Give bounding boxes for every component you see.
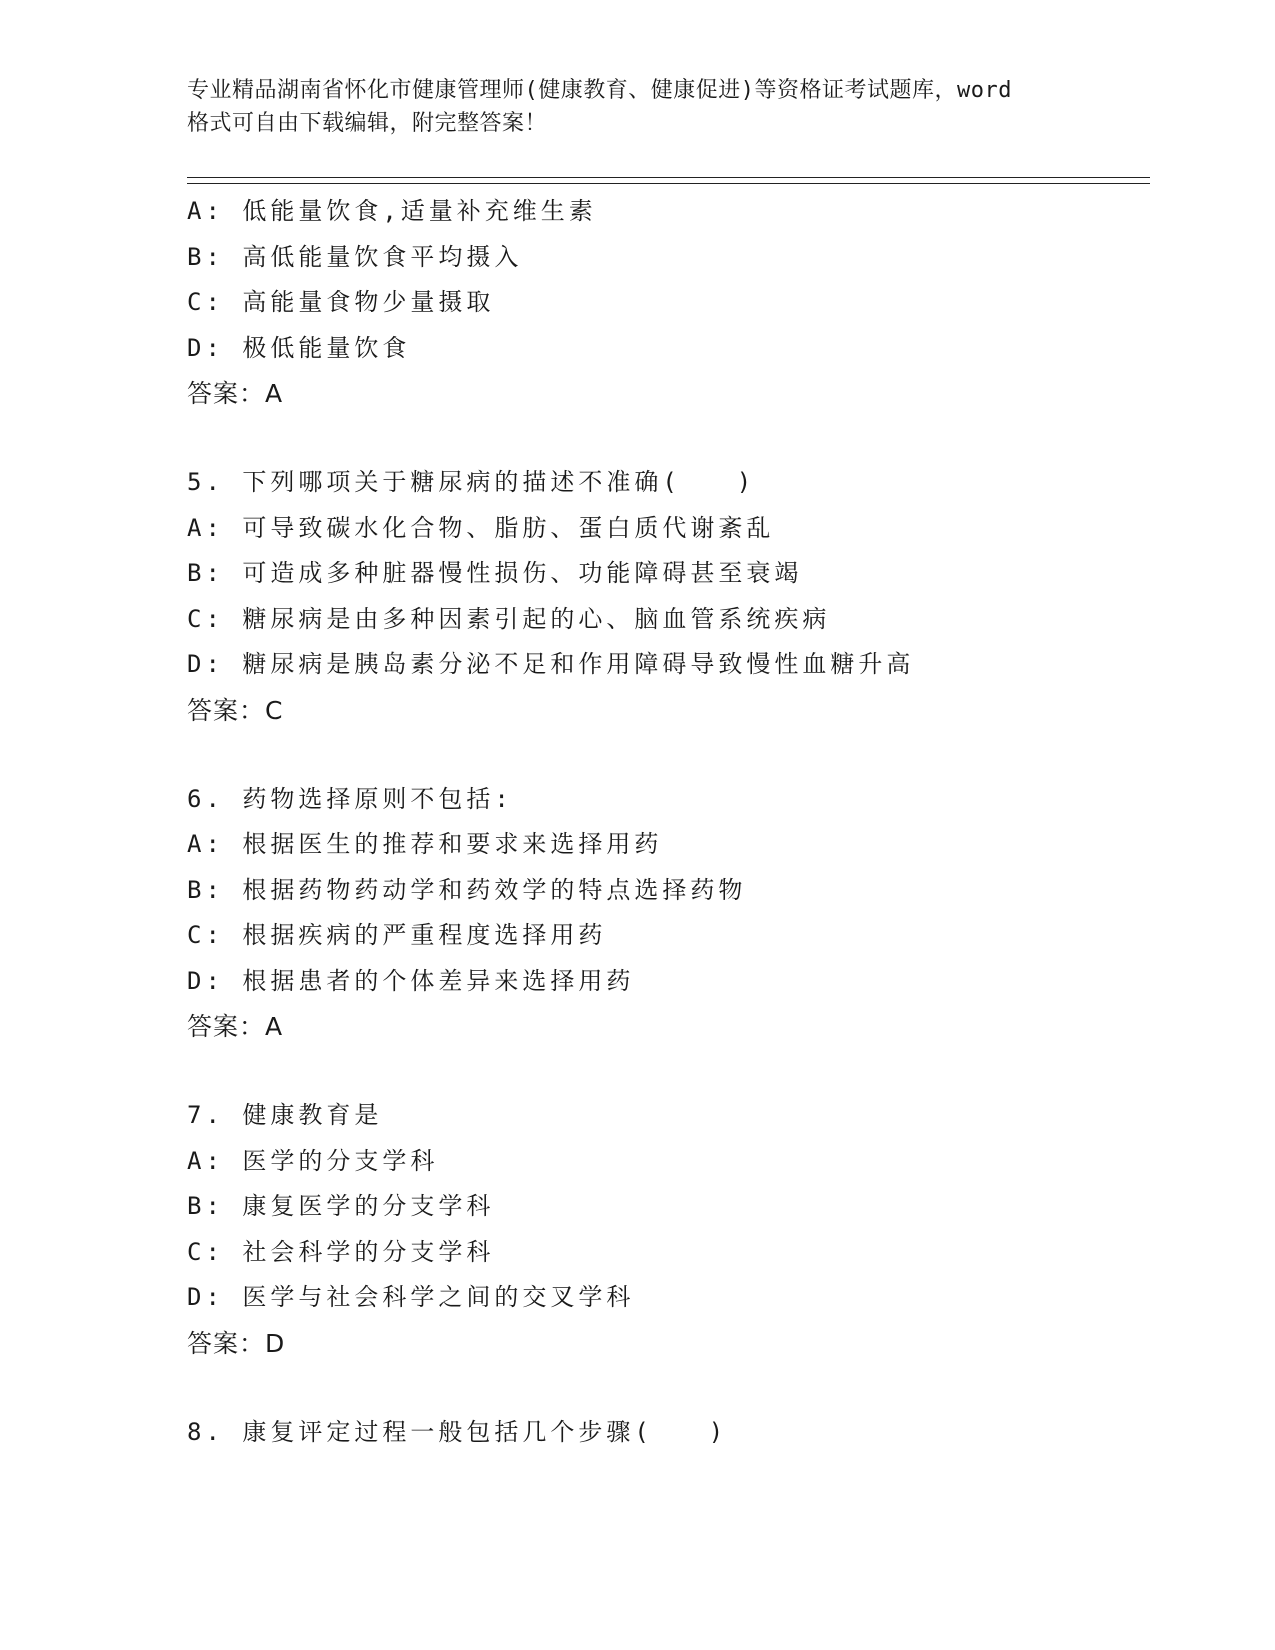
- option-d: D: 医学与社会科学之间的交叉学科: [187, 1283, 635, 1311]
- header-line-1: 专业精品湖南省怀化市健康管理师(健康教育、健康促进)等资格证考试题库，word: [187, 78, 1012, 103]
- option-b: B: 康复医学的分支学科: [187, 1192, 495, 1220]
- question-title: 6. 药物选择原则不包括:: [187, 784, 513, 813]
- header-divider-bottom: [187, 183, 1150, 184]
- header-line-2: 格式可自由下载编辑，附完整答案！: [187, 111, 548, 136]
- question-block: [187, 189, 1150, 417]
- option-c: C: 根据疾病的严重程度选择用药: [187, 921, 607, 949]
- question-block: [187, 777, 1150, 1050]
- option-a: A: 根据医生的推荐和要求来选择用药: [187, 830, 663, 858]
- question-title: 8. 康复评定过程一般包括几个步骤( ): [187, 1417, 728, 1446]
- question-block: [187, 1410, 1150, 1456]
- question-block: [187, 460, 1150, 733]
- document-header: [187, 74, 1087, 140]
- question-title: 5. 下列哪项关于糖尿病的描述不准确( ): [187, 468, 756, 496]
- answer-line: 答案：D: [187, 1328, 286, 1358]
- answer-line: 答案：A: [187, 1012, 284, 1041]
- answer-line: 答案：C: [187, 695, 284, 725]
- option-b: B: 高低能量饮食平均摄入: [187, 242, 523, 271]
- option-c: C: 糖尿病是由多种因素引起的心、脑血管系统疾病: [187, 604, 831, 633]
- option-a: A: 低能量饮食,适量补充维生素: [187, 197, 597, 225]
- question-title: 7. 健康教育是: [187, 1101, 383, 1129]
- option-c: C: 社会科学的分支学科: [187, 1237, 495, 1266]
- option-b: B: 可造成多种脏器慢性损伤、功能障碍甚至衰竭: [187, 559, 803, 587]
- option-b: B: 根据药物药动学和药效学的特点选择药物: [187, 875, 747, 904]
- question-block: [187, 1093, 1150, 1366]
- question-list: [187, 189, 1150, 1455]
- option-d: D: 根据患者的个体差异来选择用药: [187, 966, 635, 995]
- option-d: D: 糖尿病是胰岛素分泌不足和作用障碍导致慢性血糖升高: [187, 650, 915, 678]
- option-d: D: 极低能量饮食: [187, 333, 411, 362]
- option-a: A: 医学的分支学科: [187, 1146, 439, 1175]
- option-c: C: 高能量食物少量摄取: [187, 288, 495, 316]
- answer-line: 答案：A: [187, 379, 284, 408]
- option-a: A: 可导致碳水化合物、脂肪、蛋白质代谢紊乱: [187, 513, 775, 542]
- header-divider-top: [187, 177, 1150, 178]
